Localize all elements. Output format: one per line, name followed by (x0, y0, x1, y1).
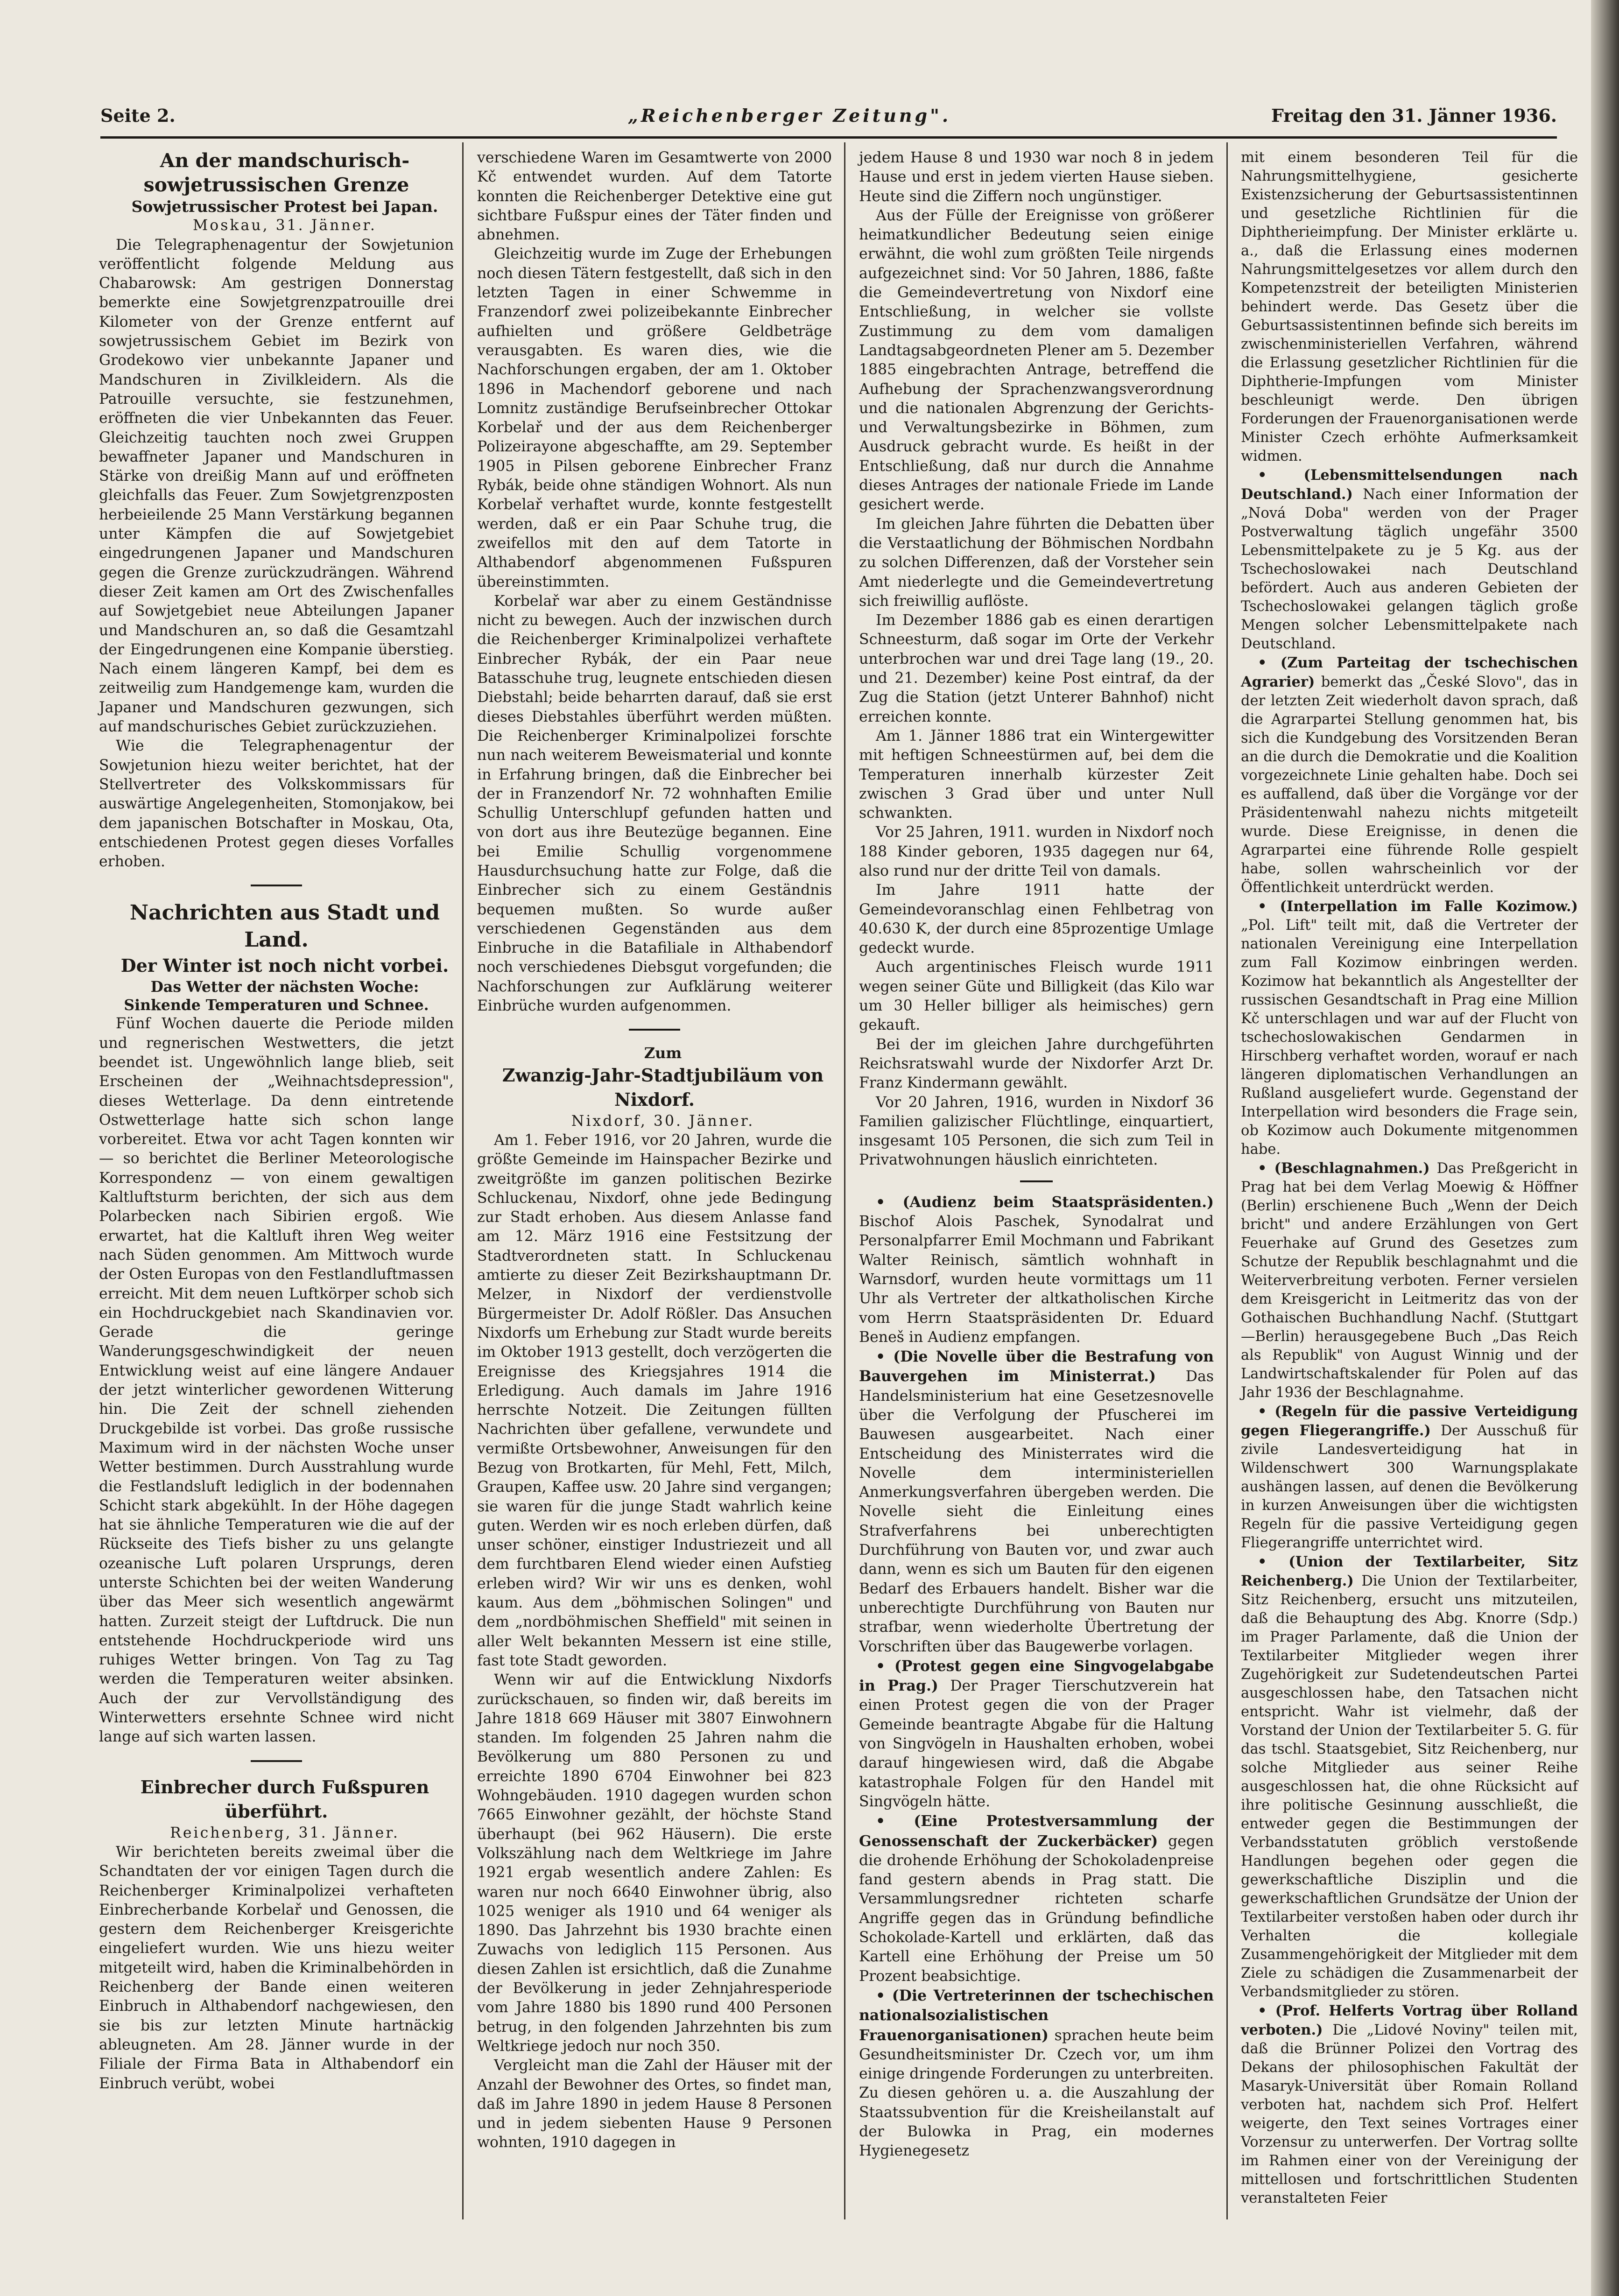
column-rule (844, 142, 845, 2219)
article-title: Der Winter ist noch nicht vorbei. (120, 955, 449, 976)
issue-date: Freitag den 31. Jänner 1936. (1271, 105, 1557, 126)
news-item (859, 1347, 1214, 1657)
article-paragraph: Aus der Fülle der Ereignisse von größerer heimatkundlicher Bedeutung seien einige erwähnt, die wohl zum größten Teile nirgends aufgezeichnet sind: Vor 50 Jahren, 1886, faßte die Gemeindevertretung von Nixdorf eine Entschließung, in welcher sie vollste Zustimmung zu dem vom damaligen Landtagsabgeordneten Plener am 5. Dezember 1885 eingebrachten Antrage, betreffend die Aufhebung der Sprachenzwangsverordnung und die nationalen Abgrenzung der Gerichts- und Verwaltungsbezirke in Böhmen, zum Ausdruck gebracht wurde. Es heißt in der Entschließung, daß nur durch die Annahme dieses Antrages der nationale Friede im Lande gesichert werde. (859, 207, 1214, 513)
news-item-head: • (Interpellation im Falle Kozimow.) (1258, 898, 1578, 915)
column-1 (99, 148, 454, 2093)
news-item-text: sprachen heute beim Gesundheitsminister Dr. Czech vor, um ihm einige dringende Forderungen zu unterbreiten. Zu diesen gehören u. a. die Auszahlung der Staatssubvention für die Kreisheilanstalt auf der Bulowka in Prag, ein modernes Hygienegesetz (859, 2027, 1214, 2160)
news-item-text: gegen die drohende Erhöhung der Schokoladenpreise fand gestern abends in Prag statt. Die Versammlungsredner richteten scharfe Angriffe gegen das in Gründung befindliche Schokolade-Kartell und erklärten, daß das Kartell eine Erhöhung der Preise um 50 Prozent beabsichtige. (859, 1833, 1214, 1985)
news-item-text: Nach einer Information der „Nová Doba" werden von der Prager Postverwaltung täglich ungefähr 3500 Lebensmittelpakete zu je 5 Kg. aus der Tschechoslowakei nach Deutschland befördert. Auch aus anderen Gebieten der Tschechoslowakei gelangen täglich große Mengen solcher Lebensmittelpakete nach Deutschland. (1241, 486, 1578, 652)
news-item-text: „Pol. Lift" teilt mit, daß die Vertreter der nationalen Vereinigung eine Interpellation zum Fall Kozimow einbringen werden. Kozimow hat bekanntlich als Angestellter der russischen Gesandtschaft in Prag eine Million Kč unterschlagen und war auf der Flucht von tschechoslowakischen Gendarmen in Hirschberg verhaftet worden, worauf er nach längeren diplomatischen Verhandlungen an Rußland ausgeliefert wurde. Gegenstand der Interpellation wird besonders die Frage sein, ob Kozimow auch Dokumente mitgenommen habe. (1241, 917, 1578, 1158)
page-edge-shadow (1591, 0, 1619, 2296)
news-item-head: • (Union der Textilarbeiter, Sitz Reichenberg.) (1241, 1553, 1578, 1589)
article-paragraph: Die Telegraphenagentur der Sowjetunion veröffentlicht folgende Meldung aus Chabarowsk: Am gestrigen Donnerstag bemerkte eine Sowjetgrenzpatrouille drei Kilometer von der Grenze entfernt auf sowjetrussischem Gebiet im Bezirk von Grodekowo vier unbekannte Japaner und Mandschuren in Zivilkleidern. Als die Patrouille versuchte, sie festzunehmen, eröffneten die vier Unbekannten das Feuer. Gleichzeitig tauchten noch zwei Gruppen bewaffneter Japaner und Mandschuren in Stärke von dreißig Mann auf und eröffneten gleichfalls das Feuer. Zum Sowjetgrenzposten herbeieilende 25 Mann Verstärkung begannen unter Kämpfen die auf Sowjetgebiet eingedrungenen Japaner und Mandschuren gegen die Grenze zurückzudrängen. Während dieser Zeit kamen am Ort des Zwischenfalles auf Sowjetgebiet neue Abteilungen Japaner und Mandschuren an, so daß die Gesamtzahl der Eingedrungenen eine Kompanie überstieg. Nach einem längeren Kampf, bei dem es zeitweilig zum Handgemenge kam, wurden die Japaner und Mandschuren gezwungen, sich auf mandschurisches Gebiet zurückzuziehen. (99, 236, 454, 736)
article-paragraph: Wir berichteten bereits zweimal über die Schandtaten der vor einigen Tagen durch die Reichenberger Kriminalpolizei verhafteten Einbrecherbande Korbelař und Genossen, die gestern dem Reichenberger Kreisgerichte eingeliefert wurden. Wie uns hiezu weiter mitgeteilt wird, haben die Kriminalbehörden in Reichenberg der Bande einen weiteren Einbruch in Althabendorf nachgewiesen, den sie bis zur letzten Minute hartnäckig ableugneten. Am 28. Jänner wurde in der Filiale der Firma Bata in Althabendorf ein Einbruch verübt, wobei (99, 1843, 454, 2092)
news-item-text: Bischof Alois Paschek, Synodalrat und Personalpfarrer Emil Mochmann und Fabrikant Walter Reinisch, sämtlich wohnhaft in Warnsdorf, wurden heute vormittags um 11 Uhr als Vertreter der altkatholischen Kirche vom Herrn Staatspräsidenten Dr. Eduard Beneš in Audienz empfangen. (859, 1213, 1214, 1346)
article-paragraph: Vor 25 Jahren, 1911. wurden in Nixdorf noch 188 Kinder geboren, 1935 dagegen nur 64, also rund nur der dritte Teil von damals. (859, 824, 1214, 879)
article-paragraph: Am 1. Feber 1916, vor 20 Jahren, wurde die größte Gemeinde im Hainspacher Bezirke und zweitgrößte im ganzen politischen Bezirke Schluckenau, Nixdorf, ohne jede Bedingung zur Stadt erhoben. Aus diesem Anlasse fand am 12. März 1916 eine Festsitzung der Stadtverordneten statt. In Schluckenau amtierte zu dieser Zeit Bezirkshauptmann Dr. Melzer, in Nixdorf der verdienstvolle Bürgermeister Dr. Adolf Rößler. Das Ansuchen Nixdorfs um Erhebung zur Stadt wurde bereits im Oktober 1913 gestellt, doch verzögerten die Ereignisse des Kriegsjahres 1914 die Erledigung. Auch damals im Jahre 1916 herrschte Notzeit. Die Zeitungen füllten Nachrichten über gefallene, verwundete und vermißte Ortsbewohner, Anweisungen für den Bezug von Brotkarten, für Mehl, Fett, Milch, Graupen, Kaffee usw. 20 Jahre sind vergangen; sie waren für die junge Stadt wahrlich keine guten. Werden wir es noch erleben dürfen, daß unser schöner, einstiger Industriezeit und all dem furchtbaren Elend wieder einen Aufstieg erleben wird? Wir wir uns es denken, wohl kaum. Aus dem „böhmischen Solingen" und dem „nordböhmischen Sheffield" mit seinen in aller Welt bekannten Messern ist eine stille, fast tote Stadt geworden. (477, 1131, 832, 1669)
news-item-head: • (Zum Parteitag der tschechischen Agrarier) (1241, 654, 1578, 690)
article-paragraph: Korbelař war aber zu einem Geständnisse nicht zu bewegen. Auch der inzwischen durch die Reichenberger Kriminalpolizei verhaftete Einbrecher Rybák, der ein Paar neue Batasschuhe trug, leugnete entschieden diesen Diebstahl; beide beharrten darauf, daß sie erst dieses Diebstahles überführt werden müßten. Die Reichenberger Kriminalpolizei forschte nun nach weiterem Beweismaterial und konnte in Erfahrung bringen, daß die Einbrecher bei der in Franzendorf Nr. 72 wohnhaften Emilie Schullig Unterschlupf gefunden hatten und von dort aus ihre Beutezüge begannen. Eine bei Emilie Schullig vorgenommene Hausdurchsuchung hatte zur Folge, daß die Einbrecher sich zu einem Geständnis bequemen mußten. So wurde außer verschiedenen Gegenständen aus dem Einbruche in die Batafiliale in Althabendorf noch verschiedenes Diebsgut vorgefunden; die Nachforschungen zur Aufklärung weiterer Einbrüche wurden aufgenommen. (477, 592, 832, 1015)
news-item-head: • (Protest gegen eine Singvogelabgabe in Prag.) (859, 1657, 1214, 1695)
news-item-head: • (Lebensmittelsendungen nach Deutschland.) (1241, 467, 1578, 503)
page-number: Seite 2. (100, 105, 176, 126)
dateline: Reichenberg, 31. Jänner. (170, 1824, 400, 1841)
article-paragraph: Fünf Wochen dauerte die Periode milden und regnerischen Westwetters, die jetzt beendet ist. Ungewöhnlich lange blieb, seit Erscheinen der „Weihnachtsdepression", dieses Wetterlage. Da denn eintretende Ostwetterlage hatte sich schon lange vorbereitet. Etwa vor acht Tagen konnten wir — so berichtet die Berliner Meteorologische Korrespondenz — von einem gewaltigen Kaltluftsturm berichten, der sich aus dem Polarbecken nach Sibirien ergoß. Wie erwartet, hat die Kaltluft ihren Weg weiter nach Süden genommen. Am Mittwoch wurde der Osten Europas von den Festlandluftmassen erreicht. Mit dem neuen Luftkörper schob sich ein Hochdruckgebiet nach Skandinavien vor. Gerade die geringe Wanderungsgeschwindigkeit der neuen Entwicklung weist auf eine längere Andauer der jetzt winterlicher gewordenen Witterung hin. Die Zeit der schnell ziehenden Druckgebilde ist vorbei. Das große russische Maximum wird in der nächsten Woche unser Wetter bestimmen. Durch Ausstrahlung wurde die Festlandsluft lediglich in der bodennahen Schicht stark abgekühlt. In der Höhe dagegen hat sie ähnliche Temperaturen wie die auf der Rückseite des Tiefs bisher zu uns gelangte ozeanische Luft polaren Ursprungs, deren unterste Schichten bei der weiten Wanderung über das Meer sich wesentlich angewärmt hatten. Zurzeit steigt der Luftdruck. Die nun entstehende Hochdruckperiode wird uns ruhiges Wetter bringen. Von Tag zu Tag werden die Temperaturen weiter absinken. Auch der zur Vervollständigung des Winterwetters ersehnte Schnee wird nicht lange auf sich warten lassen. (99, 1015, 454, 1746)
article-kicker: Zum (644, 1044, 682, 1062)
news-item (859, 1812, 1214, 1986)
news-item (1241, 653, 1578, 897)
separator-rule (629, 1029, 680, 1031)
article-paragraph: Im Dezember 1886 gab es einen derartigen Schneesturm, daß sogar im Orte der Verkehr unterbrochen war und drei Tage lang (19., 20. und 21. Dezember) keine Post eintraf, da der Zug die Station (jetzt Unterer Bahnhof) nicht erreichen konnte. (859, 612, 1214, 725)
section-heading: Nachrichten aus Stadt und Land. (129, 901, 440, 952)
page-header (100, 105, 1557, 133)
article-paragraph: Im Jahre 1911 hatte der Gemeindevoranschlag einen Fehlbetrag von 40.630 K, der durch eine 85prozentige Umlage gedeckt wurde. (859, 882, 1214, 957)
news-item-head: • (Audienz beim Staatspräsidenten.) (876, 1193, 1214, 1211)
news-item-head: • (Die Novelle über die Bestrafung von Bauvergehen im Ministerrat.) (859, 1348, 1214, 1385)
column-2 (477, 148, 832, 2153)
article-paragraph: Auch argentinisches Fleisch wurde 1911 wegen seiner Güte und Billigkeit (das Kilo war um 30 Heller billiger als heimisches) gern gekauft. (859, 959, 1214, 1034)
news-item (1241, 1552, 1578, 2001)
separator-rule (1020, 1180, 1053, 1182)
news-item (859, 1193, 1214, 1347)
newspaper-title: „Reichenberger Zeitung". (628, 105, 951, 126)
column-3 (859, 148, 1214, 2161)
article-paragraph: Im gleichen Jahre führten die Debatten über die Verstaatlichung der Böhmischen Nordbahn zu solchen Differenzen, daß der Vorsteher sein Amt niederlegte und die Gemeindevertretung sich freiwillig auflöste. (859, 515, 1214, 610)
news-item-head: • (Die Vertreterinnen der tschechischen nationalsozialistischen Frauenorganisationen) (859, 1987, 1214, 2044)
article-paragraph: Wie die Telegraphenagentur der Sowjetunion hiezu weiter berichtet, hat der Stellvertreter des Volkskommissars für auswärtige Angelegenheiten, Stomonjakow, bei dem japanischen Botschafter in Moskau, Ota, entschiedenen Protest gegen dieses Vorfalles erhoben. (99, 737, 454, 871)
separator-rule (251, 1760, 302, 1762)
header-rule (100, 136, 1557, 139)
dateline: Nixdorf, 30. Jänner. (571, 1112, 755, 1130)
article-paragraph: jedem Hause 8 und 1930 war noch 8 in jedem Hause und erst in jedem vierten Hause sieben. Heute sind die Ziffern noch ungünstiger. (859, 149, 1214, 205)
news-item-text: Die Union der Textilarbeiter, Sitz Reichenberg, ersucht uns mitzuteilen, daß die Behauptung des Abg. Knorre (Sdp.) im Prager Parlamente, daß die Union der Textilarbeiter Mitglieder wegen ihrer Zugehörigkeit zur Sudetendeutschen Partei ausgeschlossen habe, den Tatsachen nicht entspricht. Wahr ist vielmehr, daß der Vorstand der Union der Textilarbeiter 5. G. für das tschl. Staatsgebiet, Sitz Reichenberg, nur solche Mitglieder aus seiner Reihe ausgeschlossen hat, die ohne Rücksicht auf ihre politische Gesinnung ausschließt, die entweder gegen die Bestimmungen der Verbandsstatuten gröblich verstoßende Handlungen begehen oder gegen die gewerkschaftliche Disziplin und die gewerkschaftlichen Grundsätze der Union der Textilarbeiter verstoßen haben oder durch ihr Verhalten die kollegiale Zusammengehörigkeit der Mitglieder mit dem Ziele zu schädigen die Zusammenarbeit der Verbandsmitglieder zu stören. (1241, 1573, 1578, 2000)
article-paragraph: Am 1. Jänner 1886 trat ein Wintergewitter mit heftigen Schneestürmen auf, bei dem die Temperaturen innerhalb kürzester Zeit zwischen 3 Grad über und unter Null schwankten. (859, 727, 1214, 822)
news-item-text: Die „Lidové Noviny" teilen mit, daß die Brünner Polizei den Vortrag des Dekans der philosophischen Fakultät der Masaryk-Universität über Romain Rolland verboten hat, nachdem sich Prof. Helfert weigerte, den Text seines Vortrages einer Vorzensur zu unterwerfen. Der Vortrag sollte im Rahmen einer von der Vereinigung der mittellosen und fortschrittlichen Studenten veranstalteten Feier (1241, 2022, 1578, 2206)
news-item (1241, 2001, 1578, 2208)
news-item-text: Das Preßgericht in Prag hat bei dem Verlag Moewig & Höffner (Berlin) erschienene Buch „Wenn der Deich bricht" und andere Erzählungen von Gert Feuerhake auf Grund des Gesetzes zum Schutze der Republik beschlagnahmt und die Weiterverbreitung verboten. Ferner versielen dem Kreisgericht in Leitmeritz das von der Gothaischen Buchhandlung Nachf. (Stuttgart—Berlin) herausgegebene Buch „Das Reich als Republik" von August Winnig und der Landwirtschaftskalender für Polen auf das Jahr 1936 der Beschlagnahme. (1241, 1160, 1578, 1401)
article-title: An der mandschurisch-sowjetrussischen Grenze (143, 149, 410, 196)
article-subtitle: Sowjetrussischer Protest bei Japan. (131, 197, 438, 216)
column-rule (1226, 142, 1228, 2219)
article-paragraph: verschiedene Waren im Gesamtwerte von 2000 Kč entwendet wurden. Auf dem Tatorte konnten die Reichenberger Detektive eine gut sichtbare Fußspur eines der Täter finden und abnehmen. (477, 149, 832, 244)
news-item-head: • (Eine Protestversammlung der Genossenschaft der Zuckerbäcker) (859, 1812, 1214, 1850)
news-item (1241, 466, 1578, 653)
news-item-head: • (Prof. Helferts Vortrag über Rolland verboten.) (1241, 2002, 1578, 2038)
article-subtitle: Das Wetter der nächsten Woche: Sinkende Temperaturen und Schnee. (124, 978, 429, 1014)
article-paragraph: mit einem besonderen Teil für die Nahrungsmittelhygiene, gesicherte Existenzsicherung der Geburtsassistentinnen und gesetzliche Richtlinien für die Diphtherieimpfung. Der Minister erklärte u. a., daß die Erlassung eines modernen Nahrungsmittelgesetzes vor allem durch den Kompetenzstreit der beteiligten Ministerien behindert werde. Das Gesetz über die Geburtsassistentinnen befinde sich bereits im zwischenministeriellen Verfahren, während die Erlassung gesetzlicher Richtlinien für die Diphtherie-Impfungen vom Minister beschleunigt werde. Den übrigen Forderungen der Frauenorganisationen werde Minister Czech erhöhte Aufmerksamkeit widmen. (1241, 149, 1578, 464)
news-item-text: Das Handelsministerium hat eine Gesetzesnovelle über die Verfolgung der Pfuscherei im Bauwesen ausgearbeitet. Nach einer Entscheidung des Ministerrates wird die Novelle dem interministeriellen Anmerkungsverfahren übergeben werden. Die Novelle sieht die Einleitung eines Strafverfahrens bei unberechtigten Durchführung von Bauten vor, und zwar auch dann, wenn es sich um Bauten für den eigenen Bedarf des Erbauers handelt. Bisher war die unberechtigte Durchführung von Bauten nur strafbar, wenn wiederholte Übertretung der Vorschriften über das Baugewerbe vorlagen. (859, 1368, 1214, 1655)
article-paragraph: Wenn wir auf die Entwicklung Nixdorfs zurückschauen, so finden wir, daß bereits im Jahre 1818 669 Häuser mit 3807 Einwohnern standen. Im folgenden 25 Jahren nahm die Bevölkerung um 880 Personen zu und erreichte 1890 6704 Einwohner bei 823 Wohngebäuden. 1910 dagegen wurden schon 7665 Einwohner gezählt, der höchste Stand überhaupt (bei 962 Häusern). Die erste Volkszählung nach dem Weltkriege im Jahre 1921 ergab wesentlich andere Zahlen: Es waren nur noch 6640 Einwohner übrig, also 1025 weniger als 1910 und 64 weniger als 1890. Das Jahrzehnt bis 1930 brachte einen Zuwachs von lediglich 115 Personen. Aus diesen Zahlen ist ersichtlich, daß die Zunahme der Bevölkerung in jeder Zehnjahresperiode vom Jahre 1880 bis 1890 rund 400 Personen betrug, in den folgenden Jahrzehnten bis zum Weltkriege jedoch nur noch 350. (477, 1671, 832, 2055)
article-paragraph: Vergleicht man die Zahl der Häuser mit der Anzahl der Bewohner des Ortes, so findet man, daß im Jahre 1890 in jedem Hause 8 Personen und in jedem siebenten Hause 9 Personen wohnten, 1910 dagegen in (477, 2057, 832, 2151)
column-4 (1241, 148, 1578, 2208)
article-paragraph: Gleichzeitig wurde im Zuge der Erhebungen noch diesen Tätern festgestellt, daß sich in den letzten Tagen in einer Schwemme in Franzendorf zwei polizeibekannte Einbrecher aufhielten und größere Geldbeträge verausgabten. Es waren dies, wie die Nachforschungen ergaben, der am 1. Oktober 1896 in Machendorf geborene und nach Lomnitz zuständige Berufseinbrecher Ottokar Korbelař und der aus dem Reichenberger Polizeirayone abgeschaffte, am 29. September 1905 in Pilsen geborene Einbrecher Franz Rybák, beide ohne ständigen Wohnort. Als nun Korbelař verhaftet wurde, konnte festgestellt werden, daß er ein Paar Schuhe trug, die zweifellos mit den auf dem Tatorte in Althabendorf abgenommenen Fußspuren übereinstimmten. (477, 246, 832, 590)
separator-rule (251, 885, 302, 886)
column-rule (462, 142, 464, 2219)
article-paragraph: Bei der im gleichen Jahre durchgeführten Reichsratswahl wurde der Nixdorfer Arzt Dr. Franz Kindermann gewählt. (859, 1036, 1214, 1092)
news-item (1241, 1402, 1578, 1552)
article-title: Zwanzig-Jahr-Stadtjubiläum von Nixdorf. (502, 1064, 824, 1110)
news-item-head: • (Beschlagnahmen.) (1258, 1160, 1430, 1177)
news-item-text: bemerkt das „České Slovo", das in der letzten Zeit wiederholt davon sprach, daß die Agrarpartei Stellung genommen hat, bis sich die Kundgebung des Vorsitzenden Beran an die durch die Demokratie und die Koalition vorgezeichnete Linie gehalten habe. Doch sei es auffallend, daß über die Vorgänge vor der Präsidentenwahl nahezu nichts mitgeteilt wurde. Diese Ereignisse, in denen die Agrarpartei eine führende Rolle gespielt habe, sollen wahrscheinlich vor der Öffentlichkeit unterdrückt werden. (1241, 674, 1578, 896)
news-item-head: • (Regeln für die passive Verteidigung gegen Fliegerangriffe.) (1241, 1403, 1578, 1439)
article-paragraph: Vor 20 Jahren, 1916, wurden in Nixdorf 36 Familien galizischer Flüchtlinge, einquartiert, insgesamt 105 Personen, die sich zum Teil in Privatwohnungen häuslich einrichteten. (859, 1094, 1214, 1169)
article-title: Einbrecher durch Fußspuren überführt. (140, 1776, 429, 1822)
news-item (1241, 1159, 1578, 1402)
news-item-text: Der Ausschuß für zivile Landesverteidigung hat in Wildenschwert 300 Warnungsplakate aushängen lassen, auf denen die Bevölkerung in kurzen Anweisungen über die wichtigsten Regeln für die passive Verteidigung gegen Fliegerangriffe unterrichtet wird. (1241, 1423, 1578, 1551)
dateline: Moskau, 31. Jänner. (193, 217, 377, 234)
news-item (859, 1657, 1214, 1812)
news-item-text: Der Prager Tierschutzverein hat einen Protest gegen die von der Prager Gemeinde beantragte Abgabe für die Haltung von Singvögeln in Haushalten erhoben, wobei darauf hingewiesen wird, daß die Abgabe katastrophale Folgen für den Handel mit Singvögeln hätte. (859, 1678, 1214, 1810)
news-item (1241, 897, 1578, 1159)
news-item (859, 1986, 1214, 2161)
